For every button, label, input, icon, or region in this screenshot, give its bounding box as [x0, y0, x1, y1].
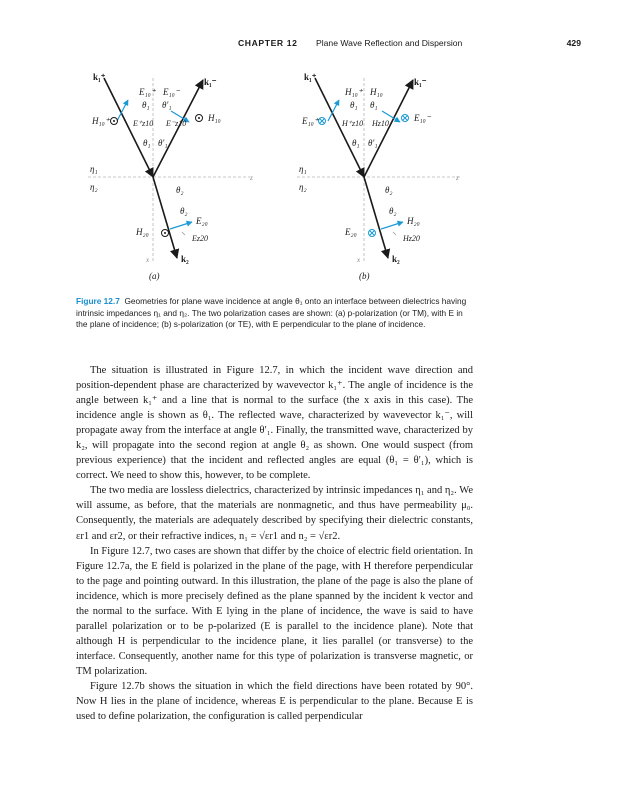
e20-label: E₂₀ [196, 216, 208, 226]
k2-label: k₂ [181, 254, 189, 264]
page-number: 429 [566, 38, 581, 48]
theta1-top-right-label: θ₁ [370, 100, 378, 110]
z-axis-label: z [456, 174, 459, 182]
h20-label: H₂₀ [136, 227, 149, 237]
hz20-label: Hz20 [403, 234, 420, 243]
e10-minus-in-symbol [402, 115, 409, 122]
body-text [76, 363, 473, 724]
theta1-bottom-left-label: θ₁ [143, 138, 151, 148]
k1-plus-label: k₁⁺ [93, 72, 106, 82]
chapter-title: Plane Wave Reflection and Dispersion [316, 38, 463, 48]
e10-plus-in-symbol [319, 118, 326, 125]
transmitted-ray [153, 177, 177, 258]
k1-plus-label: k₁⁺ [304, 72, 317, 82]
theta1-top-right-label: θ′₁ [162, 100, 172, 110]
e10-minus-label: E₁₀⁻ [414, 113, 431, 123]
e20-in-symbol [369, 230, 376, 237]
eta1-label: η₁ [299, 164, 307, 174]
panel-b [297, 72, 460, 281]
figure-caption [76, 296, 476, 331]
e10-plus-label: E₁₀⁺ [139, 87, 156, 97]
h20-vector [381, 222, 403, 229]
chapter-label: CHAPTER 12 [238, 38, 298, 48]
theta2-upper-label: θ₂ [385, 185, 393, 195]
paragraph-1: The situation is illustrated in Figure 12.7, in which the incident wave direction and position-dependent phase are characterized by wavevector k₁⁺. The angle of incidence is the angle between k₁⁺ and a line that is normal to the surface (the x axis in this case). The incidence angle is shown as θ₁. The reflected wave, characterized by wavevector k₁⁻, will propagate away from the interface at angle θ′₁. Finally, the transmitted wave, characterized by k₂, will propagate into the second region at angle θ₂ as shown. One would suspect (from previous experience) that the incident and reflected angles are equal (θ₁ = θ′₁), which is correct. We need to show this, however, to be complete. [76, 365, 473, 482]
hz10-minus-label: Hz10 [372, 119, 389, 128]
ez20-vector [182, 232, 185, 235]
paragraph-4: Figure 12.7b shows the situation in which the field directions have been rotated by 90°. Now H lies in the plane of incidence, whereas E is perpendicular to the plane. Because E is used to define polarization, the configuration is called perpendicular [76, 680, 473, 723]
theta2-lower-label: θ₂ [389, 206, 397, 216]
paragraph-3: In Figure 12.7, two cases are shown that differ by the choice of electric field orientation. In Figure 12.7a, the E field is polarized in the plane of the page, with H therefore perpendicular to the page and pointing outward. In this illustration, the plane of the page is also the plane of incidence, which is more precisely defined as the plane spanned by the incident k vector and the normal to the surface. With E lying in the plane of incidence, the wave is said to have parallel polarization or to be p-polarized (E is parallel to the incidence plane). Note that although H is perpendicular to the incidence plane, it lies parallel (or transverse) to the interface. Consequently, another name for this type of polarization is transverse magnetic, or TM polarization. [76, 545, 473, 677]
x-axis-label: x [357, 256, 361, 264]
e10-plus-label: E₁₀⁺ [302, 116, 319, 126]
caption-text: Geometries for plane wave incidence at angle θ₁ onto an interface between dielectrics having intrinsic impedances η₁ and η₂. The two polarization cases are shown: (a) p-polarization (or TM), with E in the plane of incidence; (b) s-polarization (or TE), with E perpendicular to the plane of incidence. [76, 296, 467, 329]
x-axis-label: x [146, 256, 150, 264]
e10-minus-label: E₁₀⁻ [163, 87, 180, 97]
theta2-upper-label: θ₂ [176, 185, 184, 195]
eta1-label: η₁ [90, 164, 98, 174]
h10-minus-label: H₁₀ [208, 113, 221, 123]
k1-minus-label: k₁⁻ [204, 77, 217, 87]
theta1-bottom-right-label: θ′₁ [158, 138, 168, 148]
ez20-label: Ez20 [192, 234, 208, 243]
eta2-label: η₂ [90, 182, 98, 192]
k2-label: k₂ [392, 254, 400, 264]
e10-plus-vector [117, 100, 128, 121]
h10-plus-label: H₁₀⁺ [92, 116, 110, 126]
theta1-bottom-right-label: θ′₁ [368, 138, 378, 148]
theta1-top-left-label: θ₁ [350, 100, 358, 110]
h10-plus-label: H₁₀⁺ [345, 87, 363, 97]
paragraph-2: The two media are lossless dielectrics, characterized by intrinsic impedances η₁ and η₂. We will assume, as before, that the materials are nonmagnetic, and thus have permeability μ₀. Consequently, the materials are adequately described by specifying their dielectric constants, εr1 and εr2, or their refractive indices, n₁ = √εr1 and n₂ = √εr2. [76, 485, 473, 542]
h10-plus-vector [328, 100, 339, 121]
e20-vector [170, 222, 192, 229]
hz10-plus-label: H⁺z10 [342, 119, 364, 128]
k1-minus-label: k₁⁻ [414, 77, 427, 87]
panel-a-label: (a) [149, 271, 160, 281]
panel-a [88, 72, 253, 281]
h20-label: H₂₀ [407, 216, 420, 226]
theta1-top-left-label: θ₁ [142, 100, 150, 110]
theta1-bottom-left-label: θ₁ [352, 138, 360, 148]
figure-12-7 [0, 0, 627, 290]
ez10-minus-label: E⁻z10 [166, 119, 187, 128]
z-axis-label: z [250, 174, 253, 182]
e20-label: E₂₀ [345, 227, 357, 237]
theta2-lower-label: θ₂ [180, 206, 188, 216]
eta2-label: η₂ [299, 182, 307, 192]
h10-minus-label: H₁₀ [370, 87, 383, 97]
hz20-vector [393, 232, 396, 235]
ez10-plus-label: E⁺z10 [133, 119, 154, 128]
caption-label: Figure 12.7 [76, 296, 120, 306]
panel-b-label: (b) [359, 271, 370, 281]
